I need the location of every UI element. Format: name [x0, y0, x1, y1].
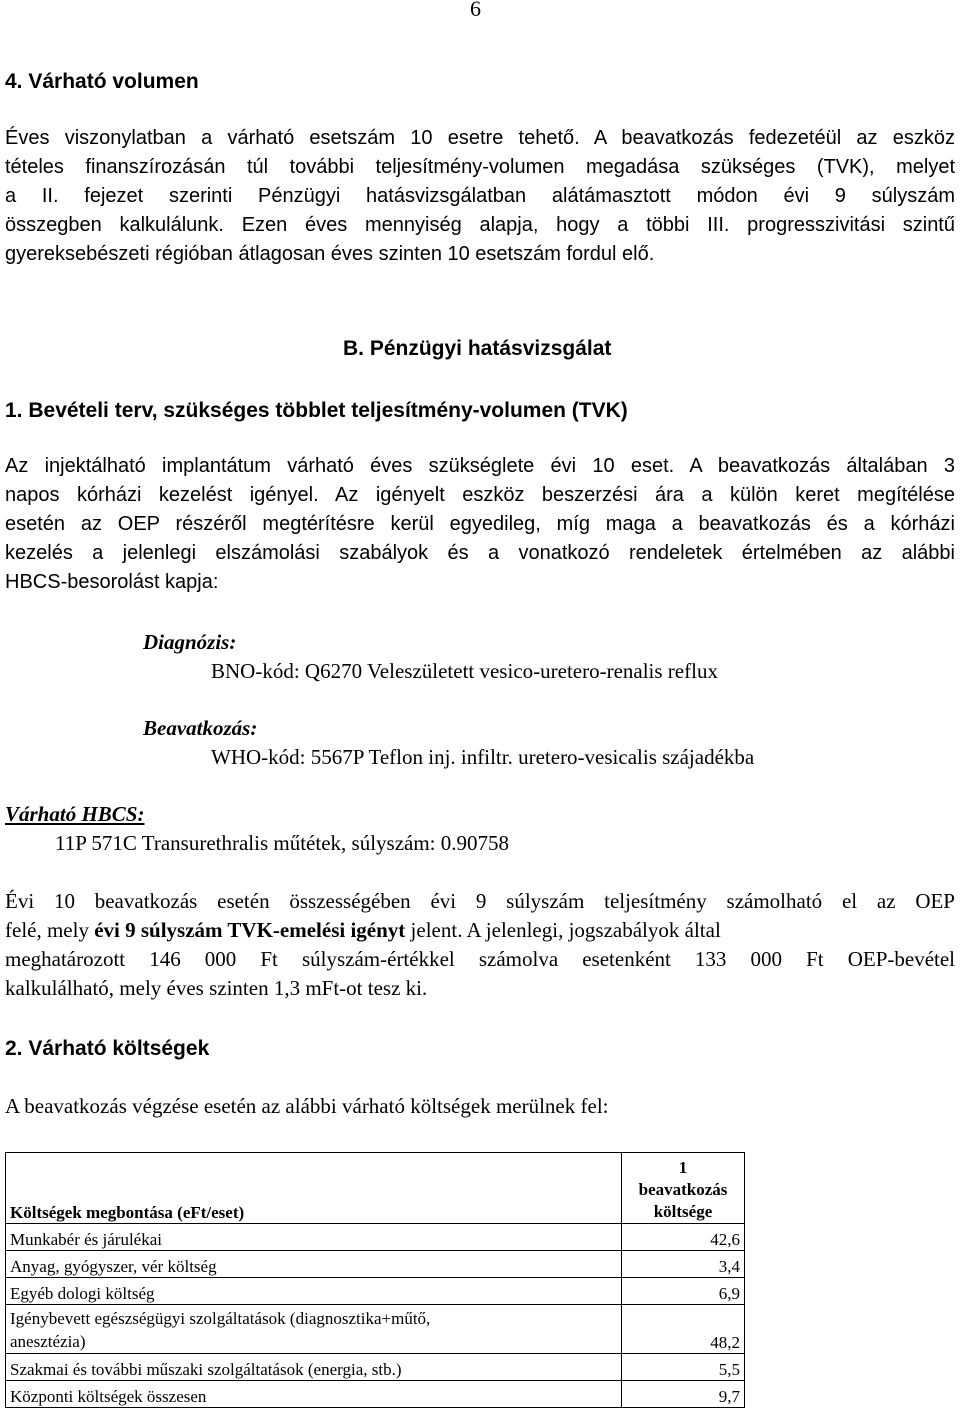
- row-value: 42,6: [622, 1224, 745, 1251]
- tvk-request-emphasis: évi 9 súlyszám TVK-emelési igényt: [94, 918, 406, 942]
- row-value: 48,2: [622, 1305, 745, 1354]
- header-value-line-2: beavatkozás: [638, 1180, 728, 1199]
- hbcs-value: 11P 571C Transurethralis műtétek, súlyszám: 0.90758: [55, 831, 510, 855]
- row-value: 9,7: [622, 1381, 745, 1408]
- revenue-line-2: napos kórházi kezelést igényel. Az igényelt eszköz beszerzési ára a külön keret megítélése: [5, 484, 955, 506]
- expected-costs-intro: A beavatkozás végzése esetén az alábbi várható költségek merülnek fel:: [5, 1094, 609, 1118]
- row-label-line-1: Igénybevett egészségügyi szolgáltatások (diagnosztika+műtő,: [10, 1309, 431, 1328]
- section-4-line-3: a II. fejezet szerinti Pénzügyi hatásvizsgálatban alátámasztott módon évi 9 súlyszám: [5, 185, 955, 207]
- revenue-line-1: Az injektálható implantátum várható éves szükséglete évi 10 eset. A beavatkozás általában 3: [5, 455, 955, 477]
- row-label: Központi költségek összesen: [6, 1381, 622, 1408]
- summary-line-2: [5, 918, 955, 943]
- revenue-line-5: HBCS-besorolást kapja:: [5, 571, 219, 593]
- expected-costs-heading: 2. Várható költségek: [5, 1037, 210, 1060]
- row-label: [6, 1305, 622, 1354]
- revenue-line-4: kezelés a jelenlegi elszámolási szabályok és a vonatkozó rendeletek értelmében az alábbi: [5, 542, 955, 564]
- revenue-line-3: esetén az OEP részéről megtérítésre kerül egyedileg, míg maga a beavatkozás és a kórházi: [5, 513, 955, 535]
- table-header-label: Költségek megbontása (eFt/eset): [6, 1153, 622, 1224]
- section-4-line-2: tételes finanszírozásán túl további teljesítmény-volumen megadása szükséges (TVK), melyet: [5, 156, 955, 178]
- cost-table: [5, 1152, 745, 1408]
- row-label: Munkabér és járulékai: [6, 1224, 622, 1251]
- section-4-line-4: összegben kalkulálunk. Ezen éves mennyiség alapja, hogy a többi III. progresszivitási szintű: [5, 214, 955, 236]
- table-row: [6, 1354, 745, 1381]
- section-4-line-5: gyereksebészeti régióban átlagosan éves szinten 10 esetszám fordul elő.: [5, 243, 655, 265]
- procedure-value: WHO-kód: 5567P Teflon inj. infiltr. uretero-vesicalis szájadékba: [211, 745, 755, 769]
- summary-line-3: meghatározott 146 000 Ft súlyszám-értékkel számolva esetenként 133 000 Ft OEP-bevétel: [5, 947, 955, 971]
- row-value: 5,5: [622, 1354, 745, 1381]
- section-4-line-1: Éves viszonylatban a várható esetszám 10 esetre tehető. A beavatkozás fedezetéül az eszköz: [5, 127, 955, 149]
- summary-line-4: kalkulálható, mely éves szinten 1,3 mFt-ot tesz ki.: [5, 976, 428, 1000]
- hbcs-label: Várható HBCS:: [5, 802, 145, 826]
- row-value: 6,9: [622, 1278, 745, 1305]
- table-row: [6, 1305, 745, 1354]
- table-header-row: [6, 1153, 745, 1224]
- diagnosis-value: BNO-kód: Q6270 Veleszületett vesico-uretero-renalis reflux: [211, 659, 718, 683]
- section-b-title: B. Pénzügyi hatásvizsgálat: [343, 337, 612, 360]
- page-number: 6: [470, 0, 481, 21]
- table-row: [6, 1381, 745, 1408]
- procedure-label: Beavatkozás:: [143, 716, 258, 740]
- revenue-plan-heading: 1. Bevételi terv, szükséges többlet teljesítmény-volumen (TVK): [5, 399, 628, 422]
- table-row: [6, 1278, 745, 1305]
- row-label: Egyéb dologi költség: [6, 1278, 622, 1305]
- summary-line-2-end: jelent. A jelenlegi, jogszabályok által: [405, 918, 721, 942]
- row-label: Szakmai és további műszaki szolgáltatások (energia, stb.): [6, 1354, 622, 1381]
- table-row: [6, 1251, 745, 1278]
- table-row: [6, 1224, 745, 1251]
- row-label: Anyag, gyógyszer, vér költség: [6, 1251, 622, 1278]
- header-value-line-3: költsége: [653, 1202, 713, 1221]
- header-value-line-1: 1: [678, 1158, 688, 1177]
- summary-line-2-start: felé, mely: [5, 918, 95, 942]
- row-value: 3,4: [622, 1251, 745, 1278]
- section-4-heading: 4. Várható volumen: [5, 70, 199, 93]
- row-label-line-2: anesztézia): [10, 1332, 86, 1351]
- table-header-value: [622, 1153, 745, 1224]
- summary-line-1: Évi 10 beavatkozás esetén összességében évi 9 súlyszám teljesítmény számolható el az OEP: [5, 889, 955, 913]
- diagnosis-label: Diagnózis:: [143, 630, 237, 654]
